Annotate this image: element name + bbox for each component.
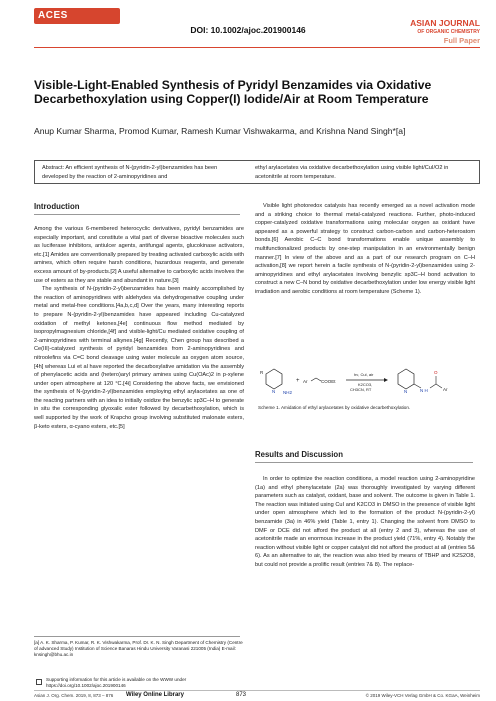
left-column bbox=[34, 225, 244, 431]
results-paragraph-1: In order to optimize the reaction conditions, a model reaction using 2-aminopyridine (1a) and ethyl phenylacetate (2a) was thoroughly investigated by varying different parameters such as catalyst, oxidant, base and solvent. The outcome is given in Table 1. The reaction was initiated using CuI and K2CO3 in DMSO in the presence of visible light under open atmosphere which led to the formation of the product N-(pyridin-2-yl) benzamide (3a) in 46% yield (Table 1, entry 1). Changing the solvent from DMSO to DMF or DCE did not afford the product at all (entry 2 and 3), whereas the use of acetonitrile made an enormous increase in the product yield (71%, entry 4). Notably the reaction without visible light or copper catalyst did not afford the product at all (entries 5& 6). As an alternative to air, the reaction was also tried by means of TBHP and K2S2O8, but could not provide a prolific result (entries 7& 8). The replace- bbox=[255, 476, 475, 568]
article-title: Visible-Light-Enabled Synthesis of Pyridyl Benzamides via Oxidative Decarbethoxylation using Copper(I) Iodide/Air at Room Temperature bbox=[34, 78, 432, 106]
product-structure bbox=[398, 369, 448, 394]
svg-text:N: N bbox=[404, 389, 408, 394]
results-divider bbox=[255, 462, 473, 463]
results-heading: Results and Discussion bbox=[255, 450, 343, 459]
intro-paragraph-1: Among the various 6-membered heterocyclic derivatives, pyridyl benzamides are especially important, and constitute a vital part of diverse bioactive molecules such as luciferase inhibitors, antiulcer agents, antifungal agents, glucokinase activators, etc.[1] Amides are conventionally prepared by treating activated carboxylic acids with amines, which often require harsh conditions, hazardous reagents, and generate excess amount of by-products.[2] A useful alternative to carboxylic acids involves the use of esters as they are stable and abundant in nature.[3] bbox=[34, 226, 244, 284]
header-divider bbox=[34, 47, 480, 48]
right-column-bottom bbox=[255, 475, 475, 570]
scheme-1-graphic bbox=[258, 360, 473, 406]
svg-text:N: N bbox=[272, 389, 276, 394]
scheme-reagent-above: hν, CuI, air bbox=[354, 372, 374, 377]
abstract-text-right: ethyl arylacetates via oxidative decarbethoxylation using visible light/CuI/O2 in acetonitrile at room temperature. bbox=[255, 165, 449, 180]
logo-subtext: Asian Chemical Editorial Society bbox=[41, 29, 106, 35]
journal-logo bbox=[34, 8, 120, 35]
scheme-caption: Scheme 1. Amidation of ethyl arylacetates by oxidative decarbethoxylation. bbox=[258, 405, 411, 410]
page-number: 873 bbox=[236, 692, 247, 698]
scheme-product-nh: N H bbox=[420, 388, 428, 393]
author-list: Anup Kumar Sharma, Promod Kumar, Ramesh Kumar Vishwakarma, and Krishna Nand Singh*[a] bbox=[34, 126, 406, 136]
intro-paragraph-2: The synthesis of N-(pyridin-2-yl)benzamides has been mainly accomplished by the reaction of aminopyridines with aldehydes via dehydrogenative coupling under metal and metal-free conditions.[4a,b,c,d] Over the years, many interesting reports to prepare N-(pyridin-2-yl)benzamides have appeared including Cu-catalyzed oxidation of methyl ketones,[4e] continuous flow method mediated by isopropylmagnesium chloride,[4f] and visible-light/Cu mediated oxidative coupling of 2-aminopyridines with terminal alkynes.[4g] Recently, Chen group has described a Ce(III)-catalyzed synthesis of pyridyl benzamides from 2-aminopyridines and nitroolefins via C=C bond cleavage using water molecule as oxygen atom source,[4h] whereas Lui et al have reported the decarboxylative amidation via the assembly of phenylacetic acids and (hetero)aryl primary amines using Cu(OAc)2 in p-xylene under open atmosphere at 120 °C.[4i] Considering the above facts, we envisioned the synthesis of N-(pyridin-2-yl)benzamides employing ethyl arylacetates as one of the reacting partners with an idea to initially oxidize the benzylic sp3C–H to generate in situ the corresponding glyoxalic ester followed by decarbethoxylation, which is well supported by the work of Krapcho group involving substituted malonate esters, β-keto esters, α-cyano esters, etc.[5] bbox=[34, 286, 244, 430]
introduction-heading: Introduction bbox=[34, 202, 80, 211]
reaction-arrow bbox=[346, 372, 388, 392]
journal-name: ASIAN JOURNAL bbox=[410, 18, 480, 28]
scheme-ester-label: COOEt bbox=[321, 379, 336, 384]
aminopyridine-structure bbox=[260, 369, 292, 395]
scheme-product-ar: Ar bbox=[443, 387, 448, 392]
doi-text[interactable]: DOI: 10.1002/ajoc.201900146 bbox=[190, 25, 306, 35]
footnote-divider bbox=[34, 636, 240, 637]
scheme-product-o: O bbox=[434, 370, 438, 375]
footer-divider bbox=[34, 690, 480, 691]
journal-subtitle: OF ORGANIC CHEMISTRY bbox=[417, 29, 480, 35]
supporting-info-note[interactable]: Supporting information for this article is available on the WWW under https://doi.org/10.1002/ajoc.201900146 bbox=[46, 677, 187, 689]
logo-text: ACES bbox=[38, 10, 68, 21]
scheme-reagent-below-1: K2CO3, bbox=[358, 382, 373, 387]
journal-reference: Asian J. Org. Chem. 2019, 8, 873 – 876 bbox=[34, 693, 114, 698]
right-column-top bbox=[255, 202, 475, 297]
right-paragraph-1: Visible light photoredox catalysis has recently emerged as a novel activation mode and a striking choice to thermal metal-catalyzed reactions. Further, photo-induced copper-catalyzed oxidative transformations using molecular oxygen as oxidant have appeared as a powerful strategy to construct carbon-carbon and carbon-heteroatom bonds.[6] Aerobic C–C bond transformations enable unique assembly to multifunctionalized products by one-step manipulation in an environmentally benign manner.[7] In view of the above and as a part of our research program on C–H activation,[8] we report herein a facile synthesis of N-(pyridin-2-yl)benzamides using 2-aminopyridines and ethyl arylacetates involving benzylic sp3C–H bond activation to construct a new C–N bond by oxidative decarbethoxylation under low energy visible light irradiation and aerobic conditions at room temperature (Scheme 1). bbox=[255, 203, 475, 295]
abstract-text-left: Abstract: An efficient synthesis of N-(pyridin-2-yl)benzamides has been developed by the reaction of 2-aminopyridines and bbox=[42, 165, 218, 180]
introduction-divider bbox=[34, 214, 240, 215]
affiliation-footnote: [a] A. K. Sharma, P. Kumar, R. K. Vishwakarma, Prof. Dr. K. N. Singh Department of Chemistry (Centre of advanced Study) Institution of Science Banaras Hindu University Varanasi 221005 (India) E-mail: knsingh@bhu.ac.in bbox=[34, 640, 243, 658]
svg-text:+: + bbox=[296, 378, 300, 384]
paper-type-label: Full Paper bbox=[443, 36, 480, 45]
wiley-online-library-link[interactable]: Wiley Online Library bbox=[126, 692, 184, 698]
scheme-r-label: R bbox=[260, 370, 264, 375]
scheme-ar-label: Ar bbox=[303, 379, 308, 384]
scheme-amine-label: NH2 bbox=[283, 390, 293, 395]
copyright-notice: © 2019 Wiley-VCH Verlag GmbH & Co. KGaA, Weinheim bbox=[365, 693, 480, 698]
ester-structure bbox=[303, 378, 336, 384]
scheme-reagent-below-2: CH3CN, RT bbox=[350, 387, 372, 392]
supporting-info-icon bbox=[36, 679, 42, 685]
